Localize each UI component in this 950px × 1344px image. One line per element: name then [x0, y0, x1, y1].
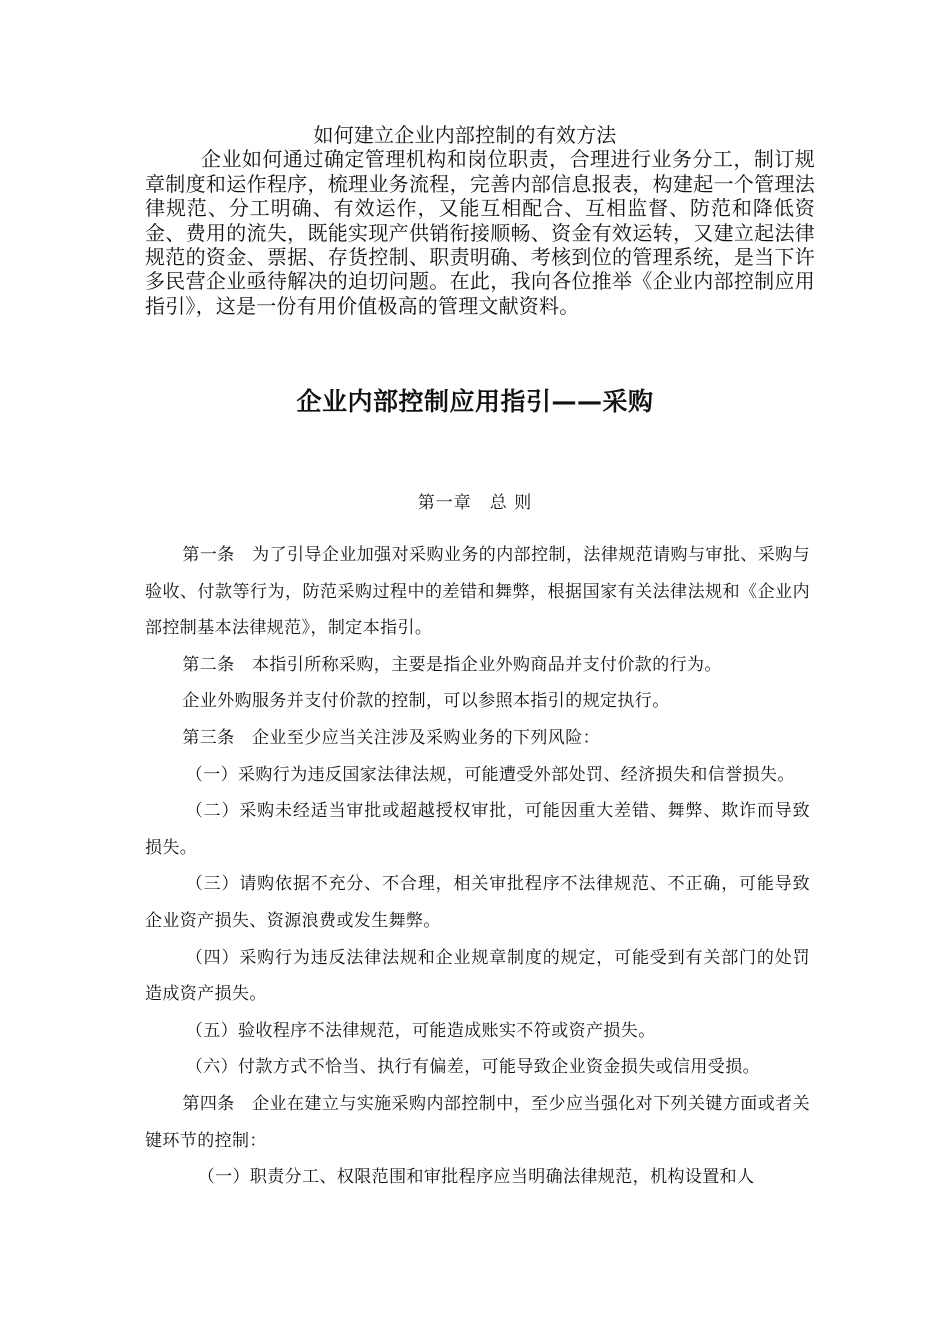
articles-section: [145, 537, 810, 1196]
intro-section: [145, 123, 815, 318]
article-4: 第四条 企业在建立与实施采购内部控制中，至少应当强化对下列关键方面或者关键环节的控制：: [145, 1093, 810, 1151]
article-3: 第三条 企业至少应当关注涉及采购业务的下列风险：: [182, 727, 600, 748]
control-item-1: （一）职责分工、权限范围和审批程序应当明确法律规范，机构设置和人: [197, 1167, 755, 1188]
risk-item-1: （一）采购行为违反国家法律法规，可能遭受外部处罚、经济损失和信誉损失。: [185, 764, 795, 785]
risk-item-2: （二）采购未经适当审批或超越授权审批，可能因重大差错、舞弊、欺诈而导致损失。: [145, 801, 810, 858]
risk-item-4: （四）采购行为违反法律法规和企业规章制度的规定，可能受到有关部门的处罚造成资产损失。: [145, 947, 810, 1005]
risk-item-6: （六）付款方式不恰当、执行有偏差，可能导致企业资金损失或信用受损。: [185, 1057, 760, 1078]
risk-item-3: （三）请购依据不充分、不合理，相关审批程序不法律规范、不正确，可能导致企业资产损失、资源浪费或发生舞弊。: [145, 874, 810, 931]
chapter-heading: 第一章 总 则: [417, 493, 533, 513]
intro-paragraph: 企业如何通过确定管理机构和岗位职责，合理进行业务分工，制订规章制度和运作程序，梳理业务流程，完善内部信息报表，构建起一个管理法律规范、分工明确、有效运作，又能互相配合、互相监督、防范和降低资金、费用的流失，既能实现产供销衔接顺畅、资金有效运转，又建立起法律规范的资金、票据、存货控制、职责明确、考核到位的管理系统，是当下许多民营企业亟待解决的迫切问题。在此，我向各位推举《企业内部控制应用指引》，这是一份有用价值极高的管理文献资料。: [145, 147, 815, 318]
document-title: 企业内部控制应用指引——采购: [296, 387, 654, 416]
risk-item-5: （五）验收程序不法律规范，可能造成账实不符或资产损失。: [185, 1020, 656, 1041]
intro-title: 如何建立企业内部控制的有效方法: [313, 123, 617, 147]
article-1: 第一条 为了引导企业加强对采购业务的内部控制，法律规范请购与审批、采购与验收、付款等行为，防范采购过程中的差错和舞弊，根据国家有关法律法规和《企业内部控制基本法律规范》，制定本指引。: [145, 545, 810, 639]
article-2: 第二条 本指引所称采购，主要是指企业外购商品并支付价款的行为。: [182, 654, 722, 675]
article-2-note: 企业外购服务并支付价款的控制，可以参照本指引的规定执行。: [182, 691, 670, 712]
